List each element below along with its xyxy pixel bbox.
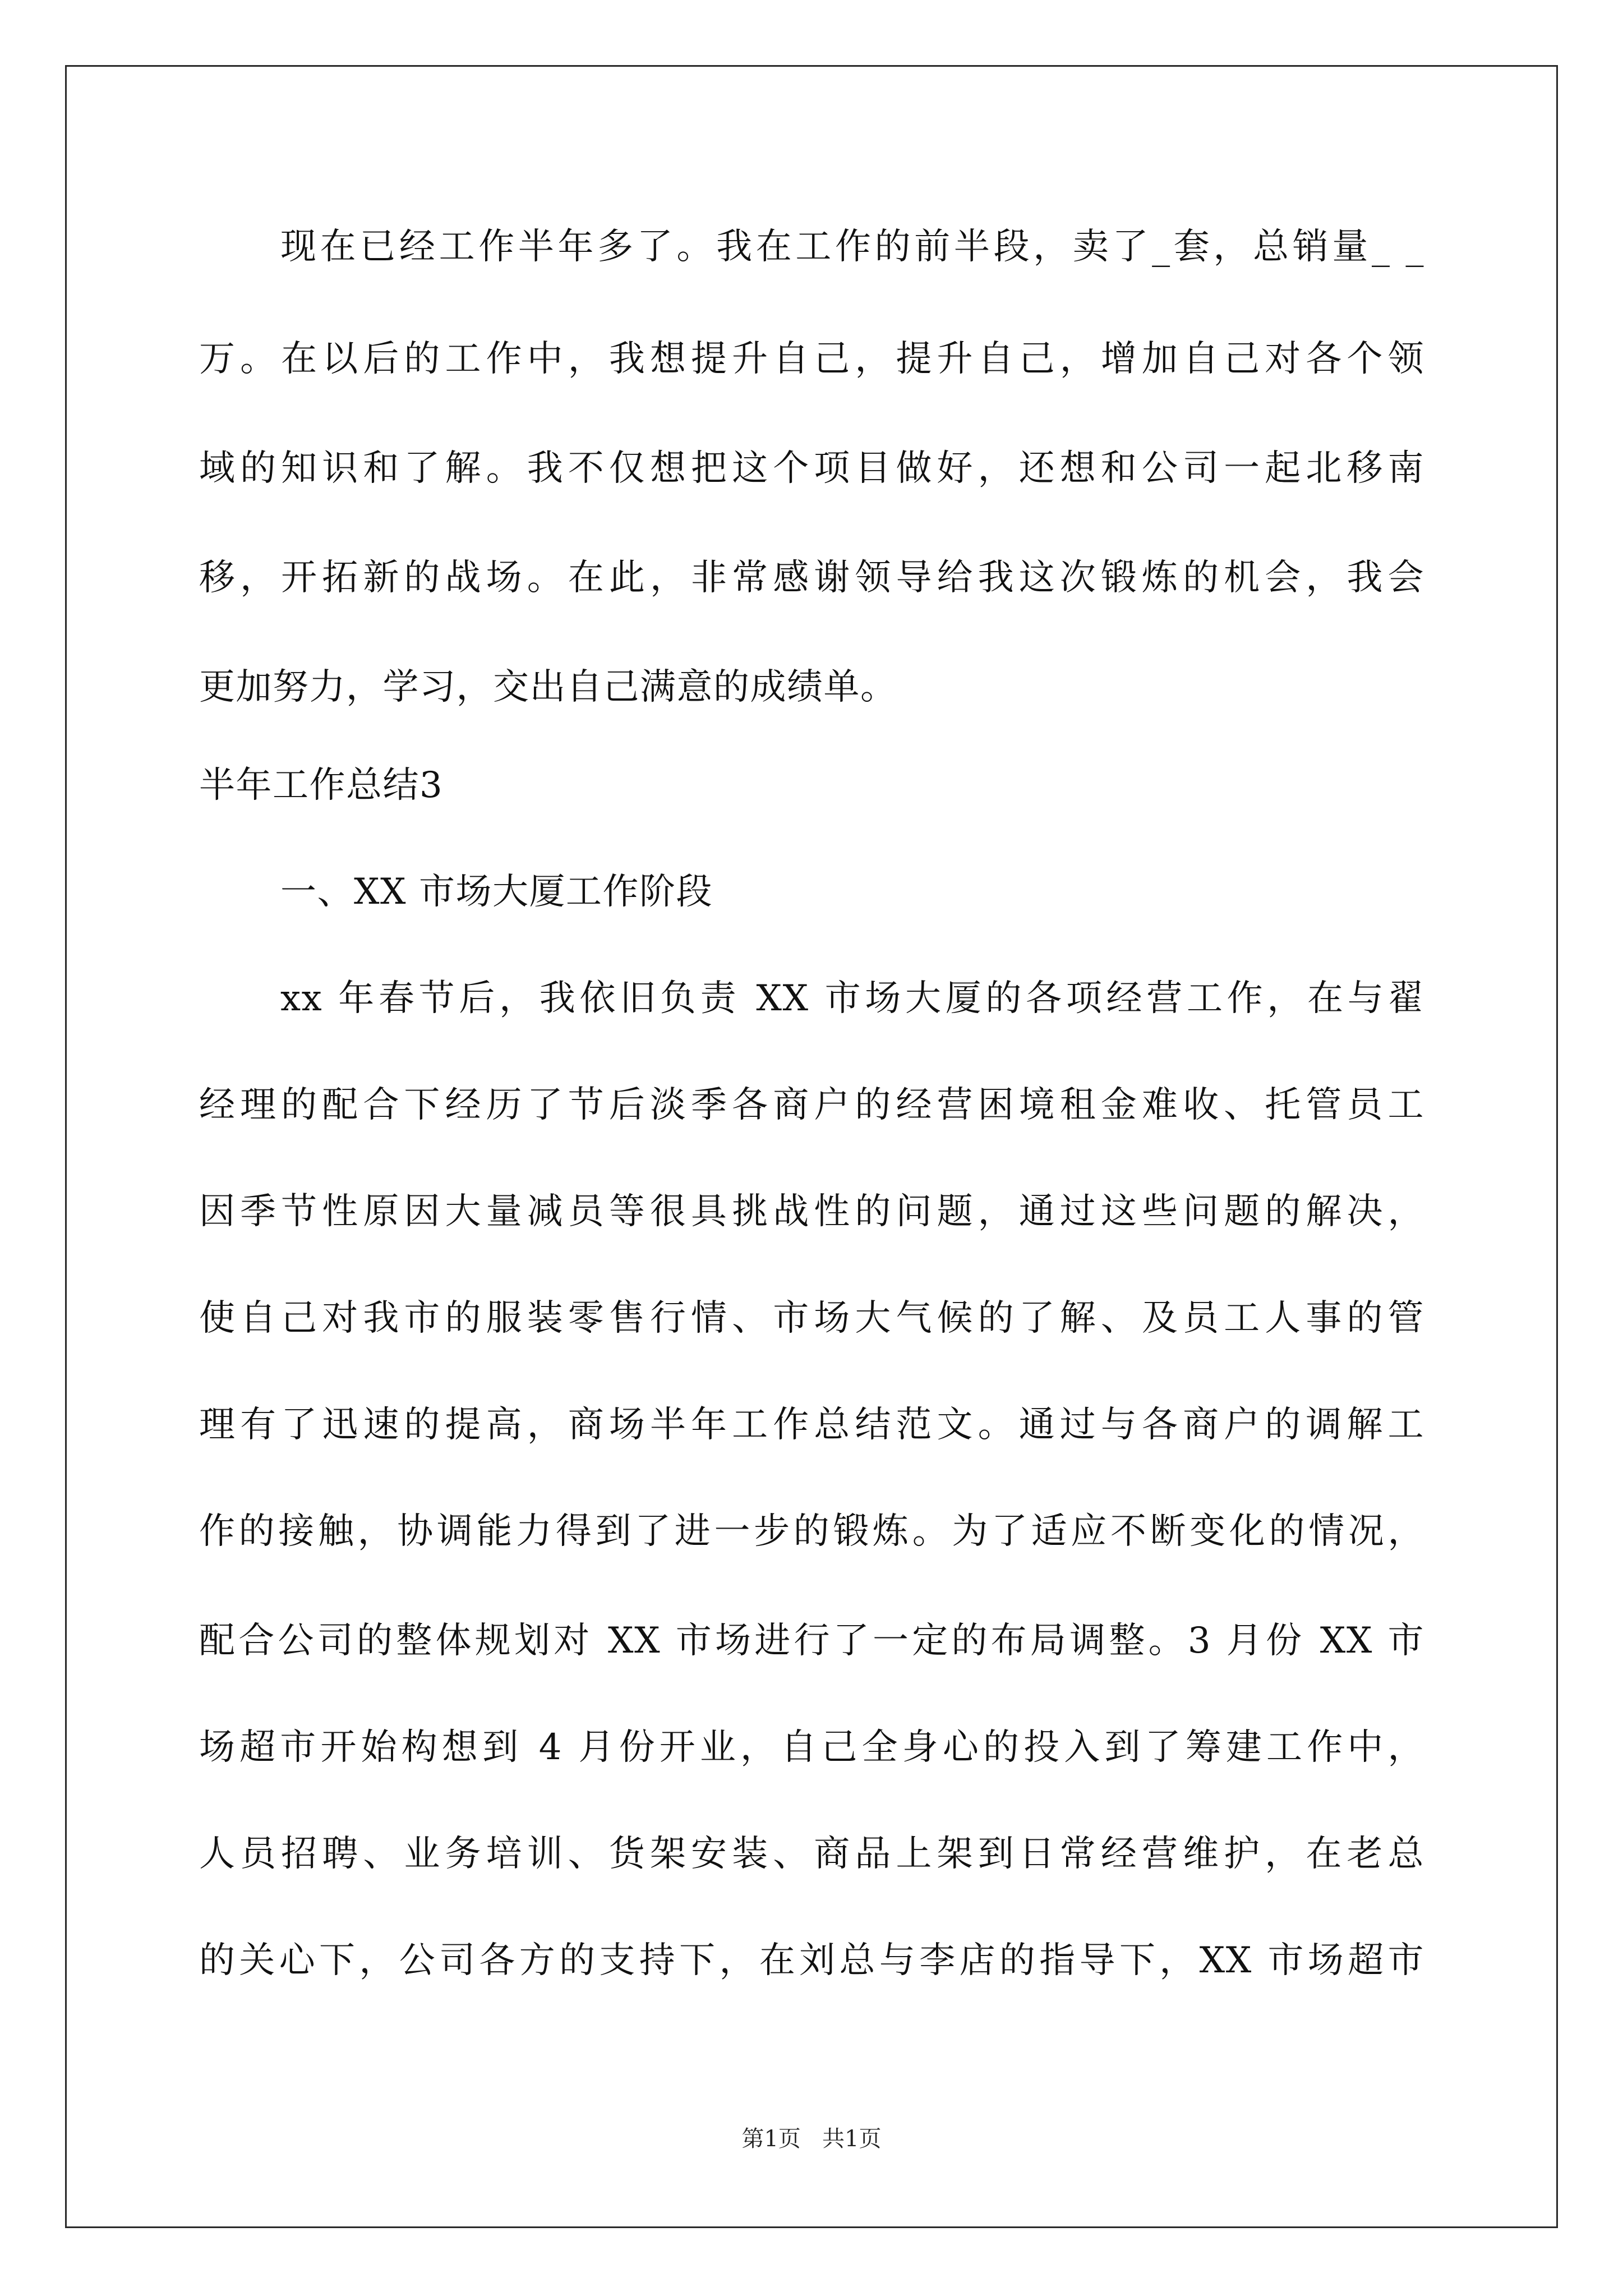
paragraph-2-line-7: 配合公司的整体规划对 XX 市场进行了一定的布局调整。3 月份 XX 市 — [199, 1620, 1424, 1662]
paragraph-1-line-2: 万。在以后的工作中，我想提升自己，提升自己，增加自己对各个领 — [199, 338, 1424, 380]
paragraph-1-line-4: 移，开拓新的战场。在此，非常感谢领导给我这次锻炼的机会，我会 — [199, 557, 1424, 599]
paragraph-2-line-9: 人员招聘、业务培训、货架安装、商品上架到日常经营维护，在老总 — [199, 1833, 1424, 1875]
paragraph-1-line-3: 域的知识和了解。我不仅想把这个项目做好，还想和公司一起北移南 — [199, 448, 1424, 489]
paragraph-2-line-4: 使自己对我市的服装零售行情、市场大气候的了解、及员工人事的管 — [199, 1297, 1424, 1339]
section-heading: 半年工作总结3 — [199, 765, 444, 806]
section-title: 一、XX 市场大厦工作阶段 — [280, 871, 713, 913]
paragraph-2-line-2: 经理的配合下经历了节后淡季各商户的经营困境租金难收、托管员工 — [199, 1084, 1424, 1126]
paragraph-1-line-1: 现在已经工作半年多了。我在工作的前半段，卖了_套，总销量_ _ — [280, 226, 1424, 268]
paragraph-2-line-5: 理有了迅速的提高，商场半年工作总结范文。通过与各商户的调解工 — [199, 1404, 1424, 1446]
paragraph-2-line-3: 因季节性原因大量减员等很具挑战性的问题，通过这些问题的解决， — [199, 1191, 1424, 1232]
paragraph-2-line-10: 的关心下，公司各方的支持下，在刘总与李店的指导下，XX 市场超市 — [199, 1940, 1424, 1981]
paragraph-2-line-8: 场超市开始构想到 4 月份开业，自己全身心的投入到了筹建工作中， — [199, 1727, 1424, 1768]
paragraph-2-line-6: 作的接触，协调能力得到了进一步的锻炼。为了适应不断变化的情况， — [199, 1511, 1424, 1552]
page-number-footer: 第1页 共1页 — [741, 2126, 882, 2152]
paragraph-2-line-1: xx 年春节后，我依旧负责 XX 市场大厦的各项经营工作，在与翟 — [280, 978, 1424, 1019]
page-border — [65, 65, 1558, 2228]
paragraph-1-line-5: 更加努力，学习，交出自己满意的成绩单。 — [199, 666, 897, 708]
